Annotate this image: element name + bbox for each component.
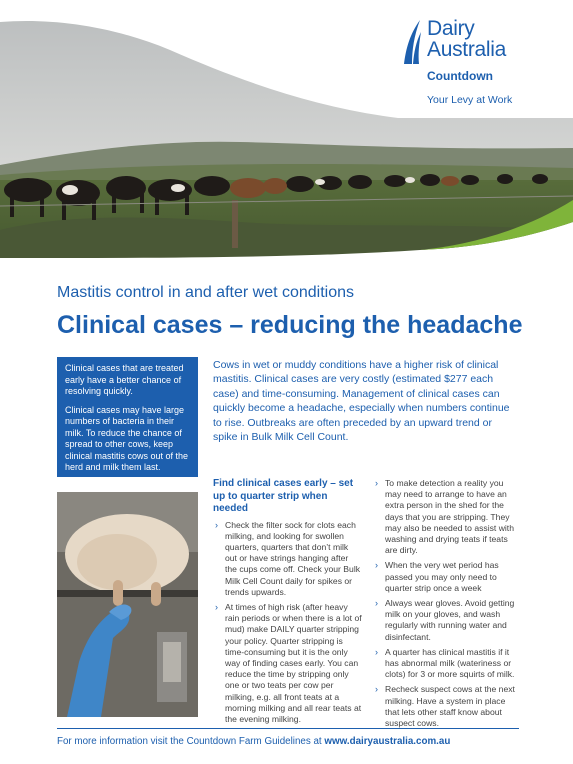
intro-paragraph: Cows in wet or muddy conditions have a higher risk of clinical mastitis. Clinical cases are very costly (estimated $277 each case) and time-consuming. Management of clinical cases can quickly become a headache, especially when numbers continue to rise. Outbreaks are often preceded by an upward trend or spike in Bulk Milk Cell Count. [213, 359, 510, 444]
list-item-text: Recheck suspect cows at the next milking. Have a system in place that lets other staff know about suspect cows. [385, 684, 515, 729]
list-item [213, 520, 362, 598]
dairy-australia-logo [402, 14, 562, 114]
chevron-right-icon: › [215, 601, 218, 612]
list-item [373, 560, 518, 594]
logo-tagline: Your Levy at Work [427, 94, 513, 106]
milking-photo [57, 492, 198, 717]
page-title: Clinical cases – reducing the headache [57, 311, 523, 339]
bullet-list [373, 478, 518, 729]
list-item [213, 602, 362, 725]
logo-name-line2: Australia [427, 38, 507, 61]
list-item-text: Always wear gloves. Avoid getting milk on your gloves, and wash regularly with running water and disinfectant. [385, 598, 515, 642]
footer-text: For more information visit the Countdown Farm Guidelines at [57, 736, 325, 747]
list-item [373, 684, 518, 729]
list-item-text: Check the filter sock for clots each milking, and looking for swollen quarters, quarters that don’t milk out or have strings hanging after the cups come off. Check your Bulk Milk Cell Count daily for spikes or trends upwards. [225, 519, 361, 597]
list-item-text: When the very wet period has passed you may only need to quarter strip once a week [385, 560, 499, 593]
list-item [373, 598, 518, 643]
chevron-right-icon: › [375, 646, 378, 657]
bullet-list [213, 520, 362, 726]
callout-box [57, 357, 198, 477]
footer-divider [57, 728, 519, 729]
chevron-right-icon: › [375, 478, 378, 488]
chevron-right-icon: › [375, 684, 378, 695]
footer-link[interactable]: www.dairyaustralia.com.au [324, 736, 451, 747]
page-subtitle: Mastitis control in and after wet conditions [57, 284, 355, 301]
list-item [373, 647, 518, 681]
callout-paragraph: Clinical cases may have large numbers of bacteria in their milk. To reduce the chance of spread to other cows, keep clinical mastitis cows out of the herd and milk them last. [65, 404, 189, 472]
chevron-right-icon: › [375, 560, 378, 571]
list-item-text: At times of high risk (after heavy rain periods or when there is a lot of mud) make DAILY quarter stripping your policy. Quarter stripping is time-consuming but it is the only way of finding cases early. You can reduce the time by stripping only one or two teats per cow per milking, e.g. all front teats at a morning milking and all rear teats at the evening milking. [225, 601, 362, 724]
logo-program: Countdown [427, 69, 493, 83]
chevron-right-icon: › [215, 519, 218, 530]
bullet-column-right [373, 478, 518, 733]
logo-name-line1: Dairy [427, 17, 475, 40]
list-item [373, 478, 518, 556]
callout-paragraph: Clinical cases that are treated early have a better chance of resolving quickly. [65, 363, 184, 396]
logo-mark-icon [402, 18, 422, 66]
list-item-text: A quarter has clinical mastitis if it has abnormal milk (wateriness or clots) for 3 or more squirts of milk. [385, 646, 515, 680]
footer [57, 736, 450, 747]
list-item-text: To make detection a reality you may need to arrange to have an extra person in the shed for the days that you are stripping. They may also be needed to assist with washing and drying teats if teats are dirty. [385, 478, 514, 556]
bullet-column-left [213, 478, 362, 729]
chevron-right-icon: › [375, 598, 378, 609]
section-heading: Find clinical cases early – set up to quarter strip when needed [213, 478, 354, 514]
